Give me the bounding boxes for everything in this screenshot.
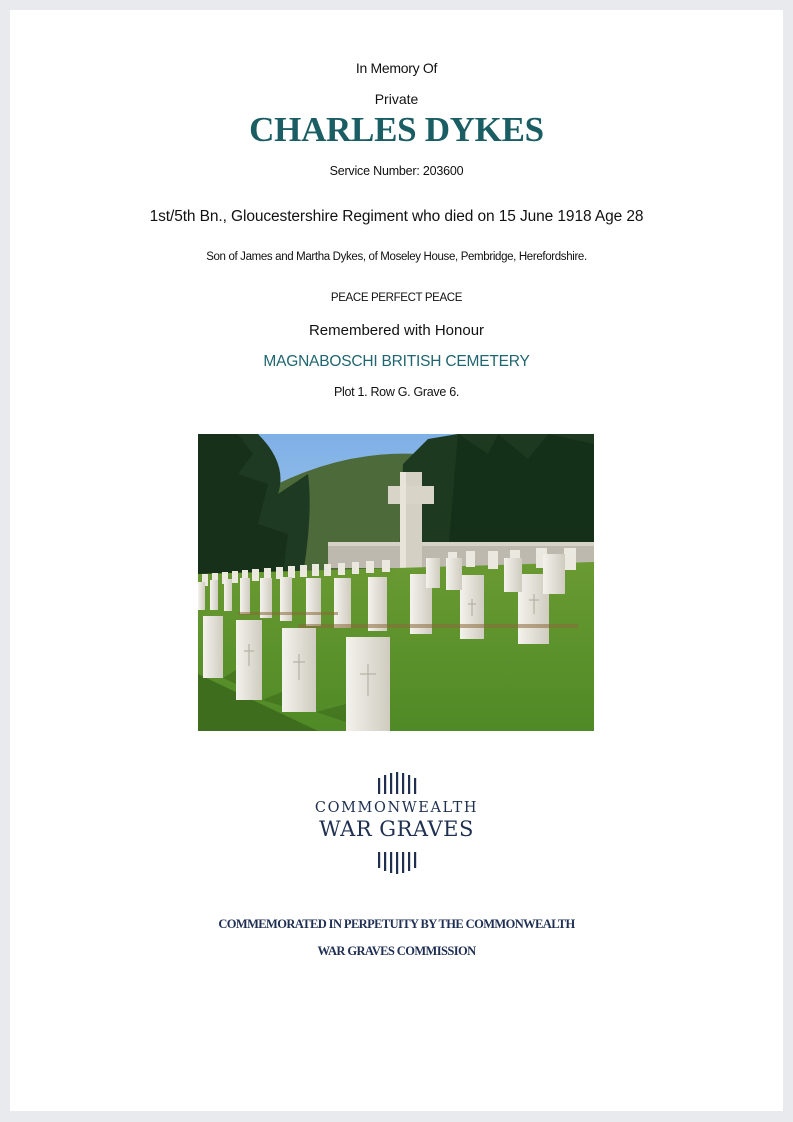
cemetery-photo xyxy=(198,434,594,731)
cemetery-name: MAGNABOSCHI BRITISH CEMETERY xyxy=(263,353,530,370)
commemoration-line-1: COMMEMORATED IN PERPETUITY BY THE COMMONWEALTH xyxy=(218,917,575,931)
logo-bars-top-icon xyxy=(300,772,493,794)
plot-location: Plot 1. Row G. Grave 6. xyxy=(333,385,460,399)
unit-line: 1st/5th Bn., Gloucestershire Regiment who died on 15 June 1918 Age 28 xyxy=(149,208,644,225)
logo-line-1: COMMONWEALTH xyxy=(314,800,479,816)
cwgc-logo xyxy=(300,770,493,875)
service-number: Service Number: 203600 xyxy=(329,164,464,178)
certificate-page xyxy=(10,10,783,1111)
logo-line-2: WAR GRAVES xyxy=(319,817,474,841)
family-line: Son of James and Martha Dykes, of Moseley House, Pembridge, Herefordshire. xyxy=(206,251,587,263)
logo-bars-bottom-icon xyxy=(300,852,493,874)
commemoration-line-2: WAR GRAVES COMMISSION xyxy=(317,944,476,958)
inscription: PEACE PERFECT PEACE xyxy=(330,292,463,304)
memory-heading: In Memory Of xyxy=(355,60,438,76)
rank: Private xyxy=(374,91,419,107)
soldier-name: CHARLES DYKES xyxy=(249,110,544,149)
remembered-line: Remembered with Honour xyxy=(308,322,485,339)
